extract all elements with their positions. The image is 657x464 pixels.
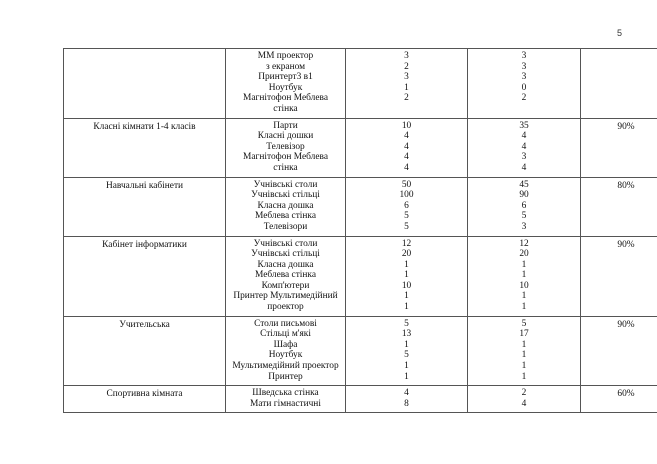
quantity-value: 100 [399,190,414,201]
room-cell [64,177,226,236]
in-use-value: 45 [519,179,529,190]
quantity-value: 50 [401,179,412,190]
table-row [64,49,657,119]
item-name: Учнівські стільці [251,190,320,201]
in-use-value: 1 [521,371,527,382]
percent-cell [581,118,657,177]
quantity-value: 4 [404,162,409,173]
in-use-value: 3 [521,221,527,232]
quantity-cell [346,177,468,236]
item-name: ММ проектор [257,51,314,61]
quantity-value: 2 [404,93,409,104]
room-name: Спортивна кімната [106,389,183,400]
percent-value: 90% [617,239,635,250]
in-use-cell [468,386,581,413]
in-use-cell [468,118,581,177]
in-use-value: 35 [519,120,529,131]
item-name: Парти [273,120,298,131]
in-use-cell [468,316,581,386]
item-name: Шведська стінка [252,388,319,399]
quantity-value: 10 [401,120,412,131]
quantity-cell [346,49,468,119]
percent-value: 90% [617,121,635,132]
in-use-value: 1 [521,259,527,270]
quantity-value: 1 [404,302,409,313]
room-name: Навчальні кабінети [105,180,184,191]
in-use-value: 2 [521,388,527,399]
item-name: Магнітофон Меблева [243,152,328,163]
item-name: Телевізори [263,221,308,232]
room-cell [64,386,226,413]
in-use-cell [468,177,581,236]
in-use-value: 3 [521,152,527,163]
item-name: Принтер [268,371,303,382]
in-use-value: 90 [519,190,529,201]
percent-cell [581,316,657,386]
item-name: Учнівські столи [253,179,318,190]
percent-cell [581,236,657,316]
in-use-value: 3 [521,61,527,72]
table-row [64,118,657,177]
item-name: Ноутбук [268,350,303,361]
quantity-value: 5 [404,318,409,329]
item-name: з екраном [265,61,306,72]
item-name: Класна дошка [257,200,314,211]
item-name: Мати гімнастичні [250,398,321,409]
quantity-value: 2 [404,61,409,72]
room-name: Кабінет інформатики [102,239,187,250]
in-use-value: 2 [521,93,527,104]
quantity-value: 12 [401,238,412,249]
quantity-cell [346,316,468,386]
in-use-value: 5 [521,211,527,222]
item-name: Шафа [273,339,298,350]
in-use-value: 3 [521,72,527,83]
room-name: Учительська [119,319,170,330]
quantity-cell [346,386,468,413]
percent-value: 80% [617,180,635,191]
room-name: Класні кімнати 1-4 класів [93,121,196,132]
item-name: Мультимедійний проектор [232,361,339,372]
items-cell [226,118,346,177]
item-name: Учнівські столи [253,238,318,249]
table-row [64,386,657,413]
page-number: 5 [617,28,623,38]
items-cell [226,177,346,236]
quantity-value: 3 [404,51,409,61]
item-name: Ноутбук [268,82,303,93]
item-name: Меблева стінка [254,270,316,281]
quantity-value: 5 [404,211,409,222]
item-name: Класні дошки [257,131,314,142]
item-name: Класна дошка [257,259,314,270]
quantity-value: 4 [404,152,409,163]
in-use-value: 17 [519,329,529,340]
item-name: Телевізор [266,141,305,152]
item-name: Комп'ютери [261,280,310,291]
quantity-value: 4 [404,131,409,142]
in-use-value: 4 [521,162,527,173]
quantity-value: 6 [404,200,409,211]
quantity-value: 13 [401,329,412,340]
quantity-value: 1 [404,291,409,302]
percent-cell [581,177,657,236]
quantity-cell [346,118,468,177]
in-use-value: 3 [521,51,527,61]
room-cell [64,236,226,316]
quantity-value: 1 [404,361,409,372]
table-row [64,177,657,236]
percent-value: 60% [617,389,635,400]
quantity-value: 20 [401,249,412,260]
items-cell [226,236,346,316]
in-use-value: 6 [521,200,527,211]
in-use-value: 0 [521,82,527,93]
item-name: Столи письмові [254,318,317,329]
quantity-value: 1 [404,259,409,270]
quantity-value: 10 [401,280,412,291]
item-name: проектор [267,302,304,313]
quantity-value: 5 [404,221,409,232]
in-use-value: 4 [521,141,527,152]
item-name: Принтер Мультимедійний [233,291,338,302]
in-use-value: 10 [519,280,529,291]
in-use-value: 1 [521,350,527,361]
room-cell [64,316,226,386]
item-name: Учнівські стільці [251,249,320,260]
items-cell [226,49,346,119]
in-use-value: 20 [519,249,529,260]
equipment-table [63,48,657,413]
in-use-value: 4 [521,131,527,142]
quantity-cell [346,236,468,316]
in-use-cell [468,236,581,316]
in-use-value: 1 [521,291,527,302]
quantity-value: 1 [404,270,409,281]
room-cell [64,49,226,119]
items-cell [226,316,346,386]
in-use-value: 5 [521,318,527,329]
percent-value: 90% [617,319,635,330]
in-use-value: 4 [521,398,527,409]
item-name: Принтерт3 в1 [258,72,313,83]
in-use-value: 1 [521,302,527,313]
items-cell [226,386,346,413]
quantity-value: 5 [404,350,409,361]
quantity-value: 1 [404,371,409,382]
table-row [64,236,657,316]
room-cell [64,118,226,177]
percent-cell [581,386,657,413]
quantity-value: 3 [404,72,409,83]
quantity-value: 4 [404,388,409,399]
item-name: Стільці м'які [260,329,311,340]
quantity-value: 4 [404,141,409,152]
in-use-value: 1 [521,270,527,281]
in-use-value: 1 [521,361,527,372]
percent-cell [581,49,657,119]
table-row [64,316,657,386]
item-name: Меблева стінка [254,211,316,222]
item-name: Магнітофон Меблева [243,93,328,104]
quantity-value: 8 [404,398,409,409]
quantity-value: 1 [404,82,409,93]
in-use-value: 12 [519,238,529,249]
item-name: стінка [273,103,298,114]
item-name: стінка [273,162,298,173]
in-use-value: 1 [521,339,527,350]
quantity-value: 1 [404,339,409,350]
in-use-cell [468,49,581,119]
